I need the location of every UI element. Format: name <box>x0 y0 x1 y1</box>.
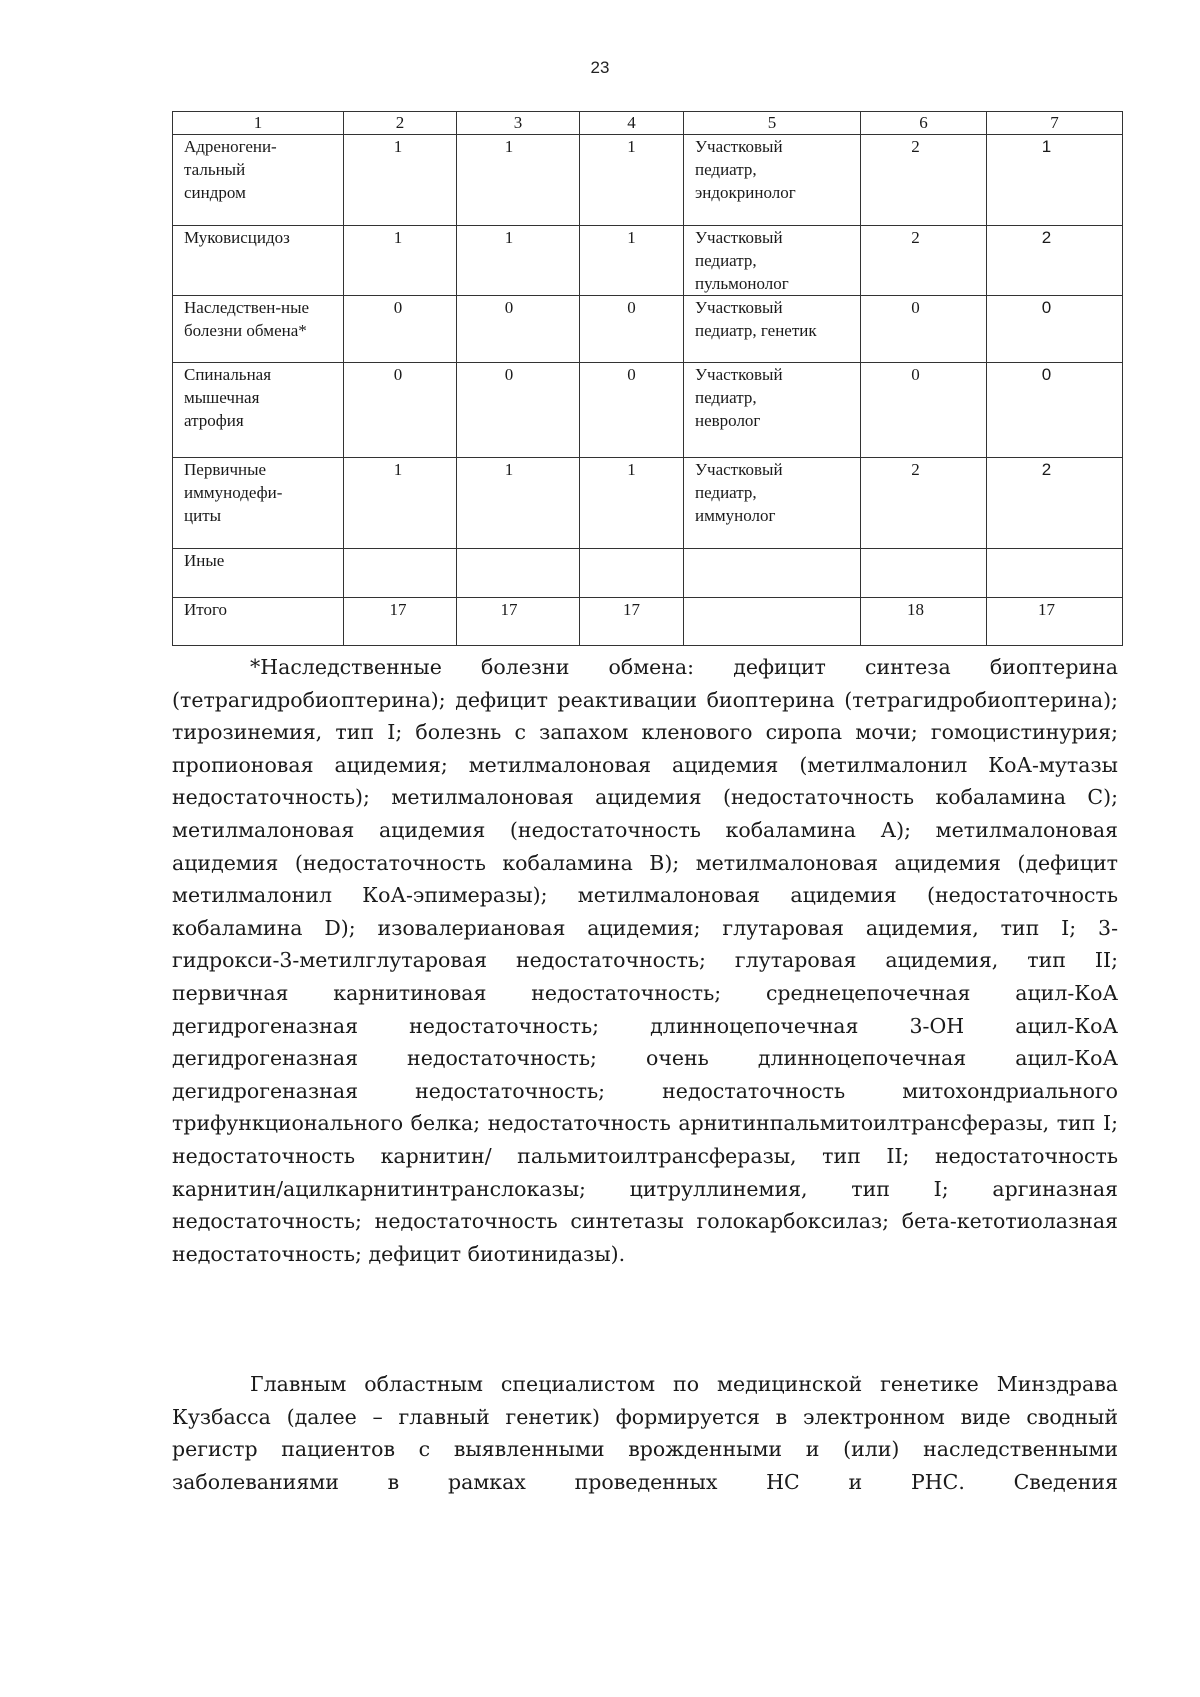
specialist-cell <box>684 598 861 646</box>
cell-line: невролог <box>695 411 761 430</box>
value-cell: 2 <box>987 226 1123 296</box>
cell-line: пульмонолог <box>695 274 789 293</box>
value-cell: 1 <box>457 135 580 226</box>
value-cell: 0 <box>344 296 457 363</box>
value-cell: 0 <box>861 363 987 458</box>
value-cell: 0 <box>580 296 684 363</box>
value-cell: 17 <box>580 598 684 646</box>
disease-name-cell <box>173 458 344 549</box>
cell-line: Итого <box>184 600 228 619</box>
value-cell <box>457 549 580 598</box>
specialist-cell <box>684 135 861 226</box>
disease-name-cell <box>173 226 344 296</box>
total-row <box>173 598 1123 646</box>
disease-name-cell <box>173 598 344 646</box>
value-cell: 1 <box>344 135 457 226</box>
value-cell: 1 <box>457 226 580 296</box>
specialist-cell <box>684 458 861 549</box>
cell-line: Участковый <box>695 298 783 317</box>
disease-name-cell <box>173 363 344 458</box>
cell-line: Спинальная <box>184 365 272 384</box>
cell-line: иммунолог <box>695 506 776 525</box>
value-cell: 2 <box>861 458 987 549</box>
cell-line: атрофия <box>184 411 244 430</box>
disease-name-cell <box>173 296 344 363</box>
specialist-cell <box>684 549 861 598</box>
value-cell: 1 <box>344 458 457 549</box>
disease-name-cell <box>173 549 344 598</box>
cell-line: педиатр, <box>695 251 757 270</box>
value-cell: 1 <box>344 226 457 296</box>
value-cell: 0 <box>457 363 580 458</box>
cell-line: педиатр, <box>695 160 757 179</box>
value-cell: 1 <box>457 458 580 549</box>
cell-line: эндокринолог <box>695 183 796 202</box>
cell-line: педиатр, генетик <box>695 321 817 340</box>
column-header: 3 <box>457 112 580 135</box>
value-cell: 1 <box>987 135 1123 226</box>
value-cell: 2 <box>861 135 987 226</box>
cell-line: иммунодефи- <box>184 483 283 502</box>
page-number: 23 <box>590 58 610 77</box>
value-cell <box>580 549 684 598</box>
cell-line: Наследствен-ные <box>184 298 310 317</box>
footnote-paragraph: *Наследственные болезни обмена: дефицит синтеза биоптерина (тетрагидробиоптерина); дефицит реактивации биоптерина (тетрагидробиоптерина); тирозинемия, тип I; болезнь с запахом кленового сиропа мочи; гомоцистинурия; пропионовая ацидемия; метилмалоновая ацидемия (метилмалонил КоА-мутазы недостаточность); метилмалоновая ацидемия (недостаточность кобаламина С); метилмалоновая ацидемия (недостаточность кобаламина А); метилмалоновая ацидемия (недостаточность кобаламина В); метилмалоновая ацидемия (дефицит метилмалонил КоА-эпимеразы); метилмалоновая ацидемия (недостаточность кобаламина D); изовалериановая ацидемия; глутаровая ацидемия, тип I; 3-гидрокси-3-метилглутаровая недостаточность; глутаровая ацидемия, тип II; первичная карнитиновая недостаточность; среднецепочечная ацил-КоА дегидрогеназная недостаточность; длинноцепочечная 3-ОН ацил-КоА дегидрогеназная недостаточность; очень длинноцепочечная ацил-КоА дегидрогеназная недостаточность; недостаточность митохондриального трифункционального белка; недостаточность арнитинпальмитоилтрансферазы, тип I; недостаточность карнитин/ пальмитоилтрансферазы, тип II; недостаточность карнитин/ацилкарнитинтранслоказы; цитруллинемия, тип I; аргиназная недостаточность; недостаточность синтетазы голокарбоксилаз; бета-кетотиолазная недостаточность; дефицит биотинидазы). <box>172 655 1118 1266</box>
cell-line: синдром <box>184 183 246 202</box>
specialist-cell <box>684 363 861 458</box>
body-paragraph: Главным областным специалистом по медицинской генетике Минздрава Кузбасса (далее – главный генетик) формируется в электронном виде сводный регистр пациентов с выявленными врожденными и (или) наследственными заболеваниями в рамках проведенных НС и РНС. Сведения <box>172 1372 1118 1494</box>
cell-line: педиатр, <box>695 483 757 502</box>
table-header-row <box>173 112 1123 135</box>
table-row <box>173 135 1123 226</box>
value-cell: 17 <box>987 598 1123 646</box>
value-cell: 17 <box>344 598 457 646</box>
value-cell: 0 <box>457 296 580 363</box>
table-row <box>173 226 1123 296</box>
value-cell: 0 <box>861 296 987 363</box>
column-header: 4 <box>580 112 684 135</box>
cell-line: мышечная <box>184 388 260 407</box>
column-header: 2 <box>344 112 457 135</box>
value-cell: 0 <box>987 296 1123 363</box>
cell-line: Участковый <box>695 228 783 247</box>
column-header: 5 <box>684 112 861 135</box>
column-header: 6 <box>861 112 987 135</box>
table-row <box>173 549 1123 598</box>
cell-line: болезни обмена* <box>184 321 307 340</box>
value-cell: 1 <box>580 458 684 549</box>
disease-name-cell <box>173 135 344 226</box>
cell-line: Адреногени- <box>184 137 277 156</box>
value-cell: 0 <box>987 363 1123 458</box>
value-cell: 17 <box>457 598 580 646</box>
specialist-cell <box>684 296 861 363</box>
cell-line: Участковый <box>695 137 783 156</box>
value-cell: 18 <box>861 598 987 646</box>
cell-line: циты <box>184 506 222 525</box>
table-row <box>173 296 1123 363</box>
registry-table <box>172 111 1123 646</box>
table-row <box>173 363 1123 458</box>
cell-line: Участковый <box>695 365 783 384</box>
cell-line: педиатр, <box>695 388 757 407</box>
value-cell: 0 <box>580 363 684 458</box>
value-cell: 0 <box>344 363 457 458</box>
cell-line: тальный <box>184 160 246 179</box>
cell-line: Участковый <box>695 460 783 479</box>
cell-line: Первичные <box>184 460 267 479</box>
value-cell <box>861 549 987 598</box>
value-cell <box>987 549 1123 598</box>
cell-line: Иные <box>184 551 225 570</box>
specialist-cell <box>684 226 861 296</box>
value-cell: 1 <box>580 135 684 226</box>
value-cell <box>344 549 457 598</box>
table-row <box>173 458 1123 549</box>
value-cell: 2 <box>987 458 1123 549</box>
value-cell: 1 <box>580 226 684 296</box>
column-header: 1 <box>173 112 344 135</box>
cell-line: Муковисцидоз <box>184 228 290 247</box>
column-header: 7 <box>987 112 1123 135</box>
value-cell: 2 <box>861 226 987 296</box>
